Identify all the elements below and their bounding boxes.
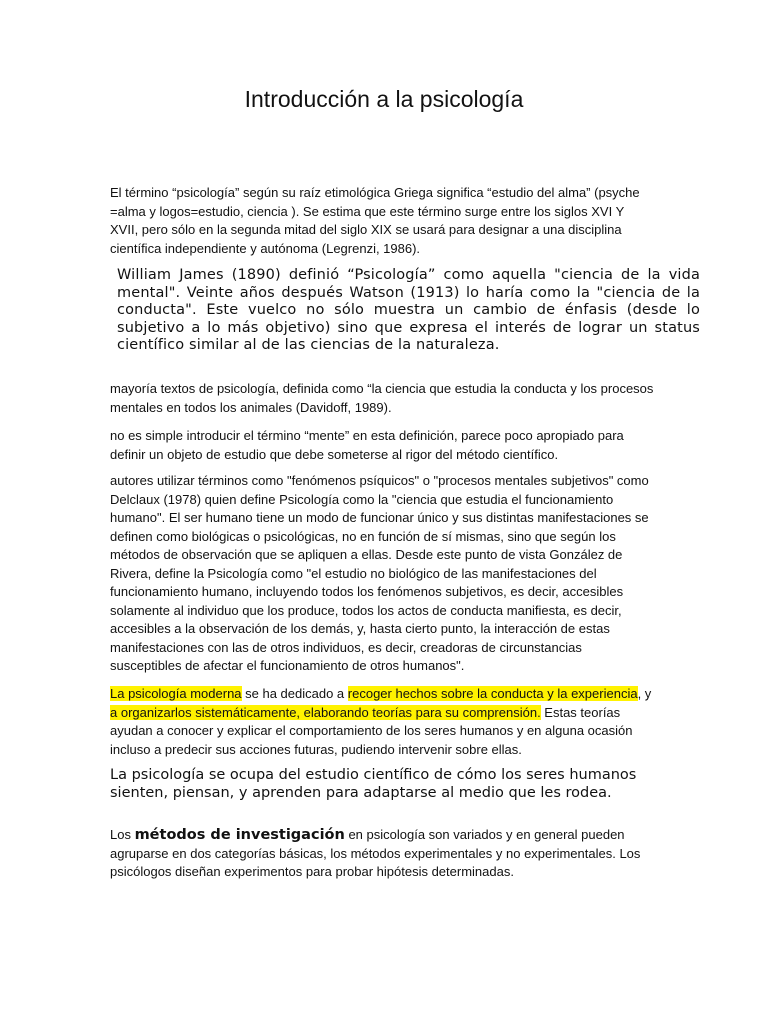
highlight-collect-facts: recoger hechos sobre la conducta y la experiencia — [347, 686, 638, 701]
paragraph-etymology: El término “psicología” según su raíz etimológica Griega significa “estudio del alma” (psyche =alma y logos=estudio, ciencia ). Se estima que este término surge entre los siglos XVI Y XVII, pero sólo en la segunda mitad del siglo XIX se usará para designar a una disciplina científica independiente y autónoma (Legrenzi, 1986). — [110, 185, 640, 256]
highlight-modern-psychology: La psicología moderna — [110, 686, 242, 701]
document-title: Introducción a la psicología — [244, 86, 524, 112]
paragraph-methods: Los métodos de investigación en psicología son variados y en general pueden agruparse en dos categorías básicas, los métodos experimentales y no experimentales. Los psicólogos diseñan experimentos para probar hipótesis determinadas. — [110, 827, 641, 879]
paragraph-definition: mayoría textos de psicología, definida como “la ciencia que estudia la conducta y los procesos mentales en todos los animales (Davidoff, 1989). — [110, 381, 654, 415]
highlight-organize: a organizarlos sistemáticamente, elaborando teorías para su comprensión. — [110, 704, 541, 720]
paragraph-james-watson: William James (1890) definió “Psicología” como aquella "ciencia de la vida mental". Veinte años después Watson (1913) lo haría como la "ciencia de la conducta". Este vuelco no sólo muestra un cambio de énfasis (desde lo subjetivo a lo más objetivo) sino que expresa el interés de lograr un status científico similar al de las ciencias de la naturaleza. — [117, 267, 700, 353]
paragraph-scope: La psicología se ocupa del estudio científico de cómo los seres humanos sienten, piensan, y aprenden para adaptarse al medio que les rodea. — [110, 767, 637, 801]
paragraph-mind: no es simple introducir el término “mente” en esta definición, parece poco apropiado para definir un objeto de estudio que debe someterse al rigor del método científico. — [110, 428, 624, 462]
paragraph-authors: autores utilizar términos como "fenómenos psíquicos" o "procesos mentales subjetivos" como Delclaux (1978) quien define Psicología como la "ciencia que estudia el funcionamiento humano". El ser humano tiene un modo de funcionar único y sus distintas manifestaciones se definen como biológicas o psicológicas, no en función de sí mismas, sino que según los métodos de observación que se apliquen a ellas. Desde este punto de vista González de Rivera, define la Psicología como "el estudio no biológico de las manifestaciones del funcionamiento humano, incluyendo todos los fenómenos subjetivos, es decir, accesibles solamente al individuo que los produce, todos los actos de conducta manifiesta, es decir, accesibles a la observación de los demás, y, hasta cierto punto, la interacción de estas manifestaciones con las de otros individuos, es decir, creadoras de circunstancias susceptibles de afectar el funcionamiento de otros humanos". — [110, 473, 649, 673]
bold-methods: métodos de investigación — [134, 827, 345, 843]
paragraph-modern-psychology: La psicología moderna se ha dedicado a recoger hechos sobre la conducta y la experiencia, y a organizarlos sistemáticamente, elaborando teorías para su comprensión. Estas teorías ayudan a conocer y explicar el comportamiento de los seres humanos y en alguna ocasión incluso a predecir sus acciones futuras, pudiendo intervenir sobre ellas. — [110, 686, 652, 757]
